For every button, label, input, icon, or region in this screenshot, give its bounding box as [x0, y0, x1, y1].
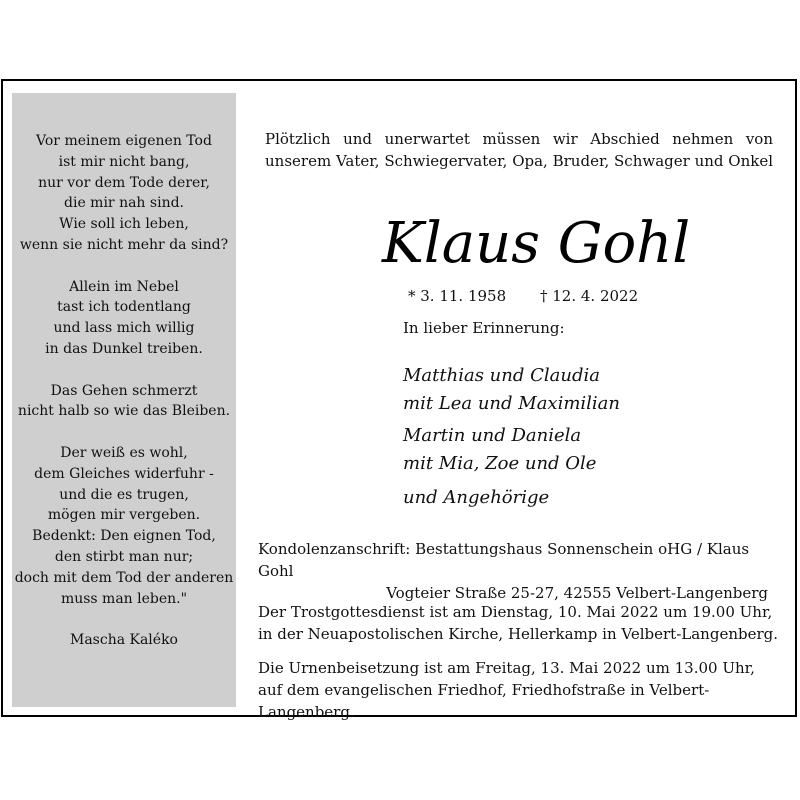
poem-line: doch mit dem Tod der anderen — [14, 569, 234, 586]
mourner-line: Martin und Daniela — [403, 425, 582, 446]
mourner-group — [403, 422, 620, 478]
memory-label: In lieber Erinnerung: — [403, 319, 565, 337]
poem-line: tast ich todentlang — [57, 299, 191, 316]
mourner-line: mit Lea und Maximilian — [403, 393, 621, 414]
poem-line: nur vor dem Tode derer, — [38, 174, 210, 191]
service-notice: Der Trostgottesdienst ist am Dienstag, 10. Mai 2022 um 19.00 Uhr, in der Neuapostolischen Kirche, Hellerkamp in Velbert-Langenberg. — [258, 603, 778, 643]
poem-line: ist mir nicht bang, — [58, 153, 190, 170]
poem-line: die mir nah sind. — [64, 195, 184, 212]
poem-line: Das Gehen schmerzt — [50, 382, 198, 399]
poem-line: mögen mir vergeben. — [47, 507, 201, 524]
intro-line: Plötzlich und unerwartet müssen wir Abschied nehmen von — [265, 130, 773, 148]
mourner-line: Matthias und Claudia — [403, 365, 600, 386]
poem-line: Bedenkt: Den eignen Tod, — [32, 528, 216, 545]
birth-date: * 3. 11. 1958 — [408, 287, 507, 305]
poem-line: muss man leben." — [60, 590, 188, 607]
poem-stanza — [12, 277, 236, 360]
relatives-line: und Angehörige — [403, 487, 550, 508]
poem-line: Allein im Nebel — [69, 278, 179, 295]
poem-author: Mascha Kaléko — [69, 632, 178, 649]
mourner-group — [403, 362, 620, 418]
poem-line: Wie soll ich leben, — [59, 216, 189, 233]
intro-text — [265, 128, 773, 172]
poem-line: Der weiß es wohl, — [60, 444, 188, 461]
mourner-line: mit Mia, Zoe und Ole — [403, 453, 597, 474]
condolence-line: Vogteier Straße 25-27, 42555 Velbert-Langenberg — [386, 584, 768, 602]
poem-stanza — [12, 443, 236, 609]
poem-line: wenn sie nicht mehr da sind? — [19, 236, 229, 253]
mourners — [403, 362, 620, 512]
condolence-line: Kondolenzanschrift: Bestattungshaus Sonnenschein oHG / Klaus Gohl — [258, 540, 750, 580]
poem-stanza — [12, 381, 236, 423]
poem-line: und die es trugen, — [59, 486, 189, 503]
poem-line: nicht halb so wie das Bleiben. — [17, 403, 231, 420]
poem-line: und lass mich willig — [53, 320, 195, 337]
poem-line: dem Gleiches widerfuhr - — [34, 465, 214, 482]
poem-line: in das Dunkel treiben. — [45, 340, 203, 357]
death-date: † 12. 4. 2022 — [540, 287, 639, 305]
condolence-address — [258, 538, 768, 604]
intro-line: unserem Vater, Schwiegervater, Opa, Bruder, Schwager und Onkel — [265, 152, 773, 170]
deceased-name: Klaus Gohl — [382, 211, 691, 276]
poem — [12, 131, 236, 651]
poem-line: Vor meinem eigenen Tod — [36, 133, 212, 149]
poem-stanza — [12, 131, 236, 256]
burial-notice: Die Urnenbeisetzung ist am Freitag, 13. Mai 2022 um 13.00 Uhr, auf dem evangelischen Friedhof, Friedhofstraße in Velbert-Langenberg. — [258, 659, 755, 721]
poem-line: den stirbt man nur; — [54, 548, 194, 565]
